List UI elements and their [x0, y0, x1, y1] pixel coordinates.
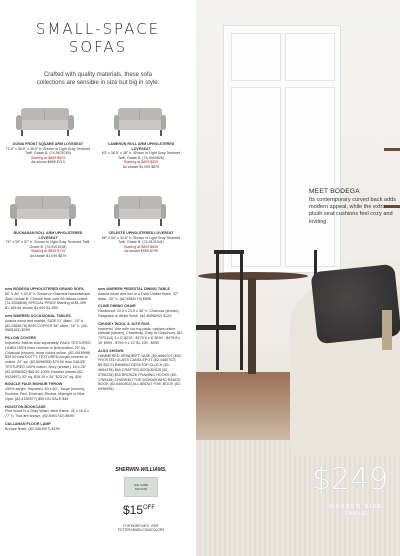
list-item-text: Acacia wood and marble. SIDE 21" diam., 24" h. (82-9565176) $299 COFFEE 38" diam., 16" h. (82-9565163) $399 — [5, 318, 88, 333]
list-item-head[interactable]: ALSO SHOWN — [98, 348, 124, 353]
side-table-price: $249 — [311, 462, 389, 497]
product-caption — [5, 231, 91, 259]
list-item-head[interactable]: new BODEGA UPHOLSTERED GRAND SOFA — [5, 287, 84, 291]
list-item-text: Acacia wood and iron in a Dark Umber finish. 42" diam., 30" h. (82-9565179) $599 — [98, 291, 179, 301]
product-caption — [5, 142, 91, 165]
list-item-text: Imported. Use with our rug pads; options online. Natural (shown), Chambray, Gray or Gray/Ivory. (82-7370114) 3 x 5' $219 - $179 5 x 8' $599 - $479 8 x 10' $999 - $799 9 x 12' $1,199 - $959 — [98, 326, 184, 345]
dining-chair[interactable] — [196, 325, 236, 330]
paint-offer-amount: $15 — [122, 503, 144, 517]
product-sku: (74-9404926) — [142, 155, 164, 160]
paint-chip-name: ICE CUBE — [133, 483, 149, 487]
celeste-loveseat-image[interactable] — [114, 196, 166, 226]
list-item-head[interactable]: new WARREN OCCASIONAL TABLES — [5, 313, 71, 318]
list-item-head[interactable]: CLINE DINING CHAIR — [98, 304, 136, 309]
list-item-head[interactable]: HOUSTON BOOKCASE — [5, 404, 46, 409]
product-dims: 71.5" x 36.5" x 35.5" h. Shown in Light Gray Textured Twill, Grade B. — [5, 146, 91, 156]
page-title-line2: SOFAS — [68, 38, 128, 56]
buchanan-loveseat-image[interactable] — [10, 196, 76, 226]
product-price: Starting at $899 $719 — [30, 249, 66, 254]
page-title-line1: SMALL-SPACE — [35, 20, 161, 38]
product-shown-price: As shown $1,099 $879 — [29, 253, 67, 258]
sherwin-williams-logo: SHERWIN-WILLIAMS. — [115, 467, 167, 473]
product-name[interactable]: CELESTE UPHOLSTERED LOVESEAT — [108, 231, 174, 235]
product-caption — [98, 142, 184, 170]
product-sku: (74-9101941) — [142, 240, 164, 245]
product-name[interactable]: BUCHANAN ROLL ARM UPHOLSTERED LOVESEAT — [13, 231, 83, 240]
product-shown-price: As shown $999 $799 — [124, 249, 158, 254]
dining-chair-leg — [216, 250, 219, 370]
paint-chip-code: SW 6252 — [134, 487, 148, 491]
side-table-label[interactable]: WARREN SIDE TABLE — [328, 504, 383, 517]
list-item-text: Pine wood in a Gray Wash; steel frame. 42 x 16.5 x 77" h. Two are shown. (82-9491742) $699 — [5, 409, 89, 419]
product-dims: 66" x 34" x 34.5" h. Shown in Light Gray Textured Twill, Grade B. — [101, 235, 181, 245]
paint-offer-note[interactable]: FOR MORE INFO, VISIT POTTERYBARN.COM/COLORS — [117, 524, 165, 533]
list-item-text: Bronze finish. (82-5461007) $199 — [5, 426, 60, 431]
list-item-head[interactable]: BOUCLE FAUX MOHAIR THROW — [5, 382, 63, 387]
list-item-text: Imported. Inserts sold separately. FAUX TEXTURED LINEN 100% linen-reverse to linen/cotton. 20" sq. Charcoal (shown), more colors online. (82-4916998) $39.50 new DOTTY TEXTURED Acrylic-reverse to cotton. 24" sq. (82-6096058) $79.50 new GAUZE TEXTURED 100% cotton. Ivory (shown). 16 x 26" (82-6096062) $65.50 100% Heather Inserts (82-0924897) 20" sq. $15 16 x 26" $20 24" sq. $26 — [5, 340, 91, 379]
intro-text: Crafted with quality materials, these sofa collections are sensible in size but big in style. — [36, 72, 160, 86]
product-shown-price: As shown $1,099 $879 — [122, 164, 160, 169]
paint-chip[interactable] — [124, 477, 158, 497]
floor-lamp[interactable] — [382, 310, 392, 350]
dining-table-pedestal — [248, 278, 256, 374]
paint-offer — [114, 503, 164, 517]
paint-offer-suffix: OFF — [143, 505, 156, 511]
product-dims: 79" x 39" x 37" h. Shown in Light Gray Textured Twill, Grade B. — [5, 240, 91, 249]
product-caption — [98, 231, 184, 254]
list-item-text: HAMMERED SPINDRIFT VASE (82-6560707) $49 FROSTED GLASS CANDLEPOT (82-4460702) $9-$15 FLEMMING DESKTOP CLOCK (82-9804278) $69 CRAFTED BOOKENDS (82-3706228) $39 BRONZE FRAMING HOOKS (82-1769448) CHARRED THE WOMAN WHO READS BOOK (82-6460462) ALL ABOUT FIVE BOOK (82-6396995) — [98, 353, 182, 392]
dining-chair-leg — [240, 250, 243, 370]
product-price: Starting at $899 $639 — [123, 244, 159, 249]
product-name[interactable]: CAMERON ROLL ARM UPHOLSTERED LOVESEAT — [107, 142, 175, 151]
product-name[interactable]: SONIA FRONT SQUARE ARM LOVESEAT — [12, 142, 84, 146]
product-sku: (74-9101918) — [44, 244, 67, 249]
product-list-right — [98, 287, 184, 392]
sonia-loveseat-image[interactable] — [16, 108, 74, 136]
list-item-head[interactable]: PILLOW COVERS — [5, 336, 36, 341]
cameron-loveseat-image[interactable] — [114, 108, 166, 136]
list-item-text: Hardwood. 19.5 x 21.5 x 36" h. Charcoal (shown), Seagrass or White finish. (82-6096092) $129 — [98, 309, 180, 318]
meet-bodega-title: MEET BODEGA — [309, 188, 360, 195]
product-shown-price: As shown $899 $719 — [31, 160, 65, 165]
left-column — [0, 0, 196, 556]
product-sku: (74-9676760) — [49, 151, 71, 156]
bookcase-shelf — [384, 148, 400, 151]
list-item-text: 80" x 36" x 30.5" h. Shown in Oatmeal Basketweave Slub, Grade B. Choose from over 65 fabrics online. (74-4536846) SPECIAL PRICE Starting at $1,499 $1,199 As shown $1,699 $1,359 — [5, 291, 91, 311]
window — [224, 26, 340, 272]
chunky-rug[interactable] — [196, 440, 400, 556]
meet-bodega-text: Its contemporary curved back adds modern appeal, while the extra-plush seat cushions feel cozy and inviting. — [309, 197, 397, 225]
product-list-left — [5, 287, 91, 432]
product-dims: 63" x 38.5" x 38" h. Shown in Light Gray Textured Twill, Grade B. — [101, 151, 181, 160]
list-item-head[interactable]: new WARREN PEDESTAL DINING TABLE — [98, 287, 170, 291]
room-photo — [196, 0, 400, 556]
list-item-head[interactable]: CHUNKY WOOL & JUTE RUG — [98, 321, 150, 326]
list-item-head[interactable]: CALLAHAN FLOOR LAMP — [5, 421, 51, 426]
list-item-text: 100% acrylic. Imported. 50 x 60". Taupe (shown), Fuchsia, Red, Emerald, Riviera, Midnight or Blue Opal. (82-4155977) $59 ON SALE $49 — [5, 387, 86, 401]
product-price: Starting at $899 $629 — [30, 155, 66, 160]
product-price: Starting at $899 $639 — [123, 160, 159, 165]
